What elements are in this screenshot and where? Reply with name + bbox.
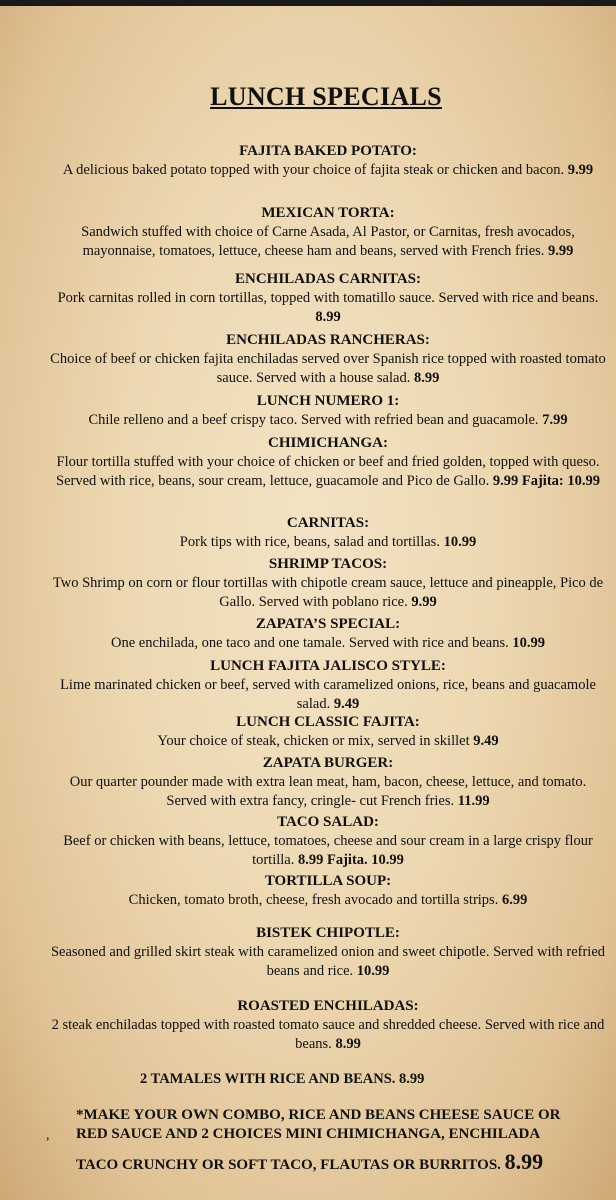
menu-item [50, 997, 606, 1053]
menu-item [50, 615, 606, 653]
item-description: Beef or chicken with beans, lettuce, tomatoes, cheese and sour cream in a large crispy flour tortilla. 8.99 Fajita. 10.99 [63, 833, 593, 868]
item-price: 10.99 [512, 635, 546, 651]
item-price: 8.99 [413, 369, 440, 386]
item-price: 7.99 [542, 412, 568, 428]
item-description: Pork tips with rice, beans, salad and tortillas. 10.99 [179, 534, 477, 550]
item-description: Seasoned and grilled skirt steak with caramelized onion and sweet chipotle. Served with refried beans and rice. 10.99 [50, 944, 606, 979]
item-description: Sandwich stuffed with choice of Carne Asada, Al Pastor, or Carnitas, fresh avocados, mayonnaise, tomatoes, lettuce, cheese ham and beans, served with French fries. 9.99 [81, 224, 575, 259]
item-name: ZAPATA’S SPECIAL: [255, 616, 401, 632]
item-description: Two Shrimp on corn or flour tortillas with chipotle cream sauce, lettuce and pineapple, Pico de Gallo. Served with poblano rice. 9.99 [52, 575, 604, 610]
item-name: ROASTED ENCHILADAS: [237, 998, 419, 1014]
item-price: 9.99 [411, 593, 437, 610]
item-description: Flour tortilla stuffed with your choice of chicken or beef and fried golden, topped with queso. Served with rice, beans, sour cream, lettuce, guacamole and Pico de Gallo. 9.99 Fajita: 10.99 [56, 454, 600, 489]
menu-item [50, 754, 606, 810]
item-description: Your choice of steak, chicken or mix, served in skillet 9.49 [157, 733, 499, 749]
item-description: Our quarter pounder made with extra lean meat, ham, bacon, cheese, lettuce, and tomato. Served with extra fancy, cringle- cut French fries. 11.99 [69, 774, 587, 809]
item-description: Chicken, tomato broth, cheese, fresh avocado and tortilla strips. 6.99 [128, 892, 528, 908]
item-price: 9.99 [548, 242, 574, 259]
item-price: 8.99 [335, 1035, 361, 1052]
item-price: 9.99 [567, 162, 594, 178]
item-price: 8.99 [315, 308, 341, 325]
menu-item [50, 813, 606, 869]
item-name: ENCHILADAS CARNITAS: [235, 271, 421, 287]
item-name: CHIMICHANGA: [268, 435, 388, 451]
menu-item [50, 392, 606, 430]
menu-item [50, 924, 606, 980]
combo-line-2: RED SAUCE AND 2 CHOICES MINI CHIMICHANGA, ENCHILADA [76, 1126, 541, 1142]
menu-item [50, 872, 606, 910]
menu-item [50, 514, 606, 552]
item-name: LUNCH FAJITA JALISCO STYLE: [210, 658, 446, 674]
item-description: Lime marinated chicken or beef, served with caramelized onions, rice, beans and guacamole salad. 9.49 [60, 677, 596, 712]
item-name: CARNITAS: [286, 515, 370, 531]
menu-item [50, 555, 606, 611]
menu-item [50, 331, 606, 387]
item-description: Chile relleno and a beef crispy taco. Served with refried bean and guacamole. 7.99 [88, 412, 568, 428]
item-description: Pork carnitas rolled in corn tortillas, topped with tomatillo sauce. Served with rice and beans. 8.99 [57, 290, 599, 325]
combo-line-3: TACO CRUNCHY OR SOFT TACO, FLAUTAS OR BURRITOS. 8.99 [76, 1149, 544, 1174]
combo-line-1: *MAKE YOUR OWN COMBO, RICE AND BEANS CHEESE SAUCE OR [76, 1107, 561, 1123]
item-price: 9.99 Fajita: 10.99 [492, 472, 600, 489]
item-price: 9.49 [473, 733, 499, 749]
menu-item [50, 204, 606, 260]
page-title: LUNCH SPECIALS [210, 82, 442, 111]
item-description: Choice of beef or chicken fajita enchiladas served over Spanish rice topped with roasted tomato sauce. Served with a house salad. 8.99 [50, 351, 606, 386]
item-name: FAJITA BAKED POTATO: [239, 143, 417, 159]
item-name: TACO SALAD: [277, 814, 379, 830]
stray-mark: , [46, 1128, 50, 1143]
item-price: 11.99 [457, 792, 490, 809]
item-price: 10.99 [356, 962, 390, 979]
item-name: SHRIMP TACOS: [268, 556, 388, 572]
menu-item [50, 142, 606, 180]
item-name: LUNCH NUMERO 1: [256, 393, 400, 409]
item-description: 2 steak enchiladas topped with roasted tomato sauce and shredded cheese. Served with rice and beans. 8.99 [51, 1017, 605, 1052]
item-name: TORTILLA SOUP: [264, 873, 392, 889]
item-name: MEXICAN TORTA: [261, 205, 395, 221]
item-name: LUNCH CLASSIC FAJITA: [236, 714, 420, 730]
tamales-special: 2 TAMALES WITH RICE AND BEANS. 8.99 [140, 1071, 425, 1087]
combo-price: 8.99 [504, 1149, 544, 1174]
item-price: 6.99 [501, 892, 528, 908]
item-price: 8.99 Fajita. 10.99 [298, 851, 404, 868]
item-description: A delicious baked potato topped with your choice of fajita steak or chicken and bacon. 9.99 [62, 162, 594, 178]
item-name: ENCHILADAS RANCHERAS: [226, 332, 430, 348]
menu-item [50, 270, 606, 326]
menu-item [50, 657, 606, 713]
item-price: 10.99 [443, 534, 477, 550]
menu-item [50, 713, 606, 751]
item-name: BISTEK CHIPOTLE: [256, 925, 400, 941]
item-description: One enchilada, one taco and one tamale. Served with rice and beans. 10.99 [110, 635, 546, 651]
menu-item [50, 434, 606, 490]
item-name: ZAPATA BURGER: [262, 755, 394, 771]
combo-special [76, 1106, 606, 1175]
item-price: 9.49 [333, 695, 360, 712]
